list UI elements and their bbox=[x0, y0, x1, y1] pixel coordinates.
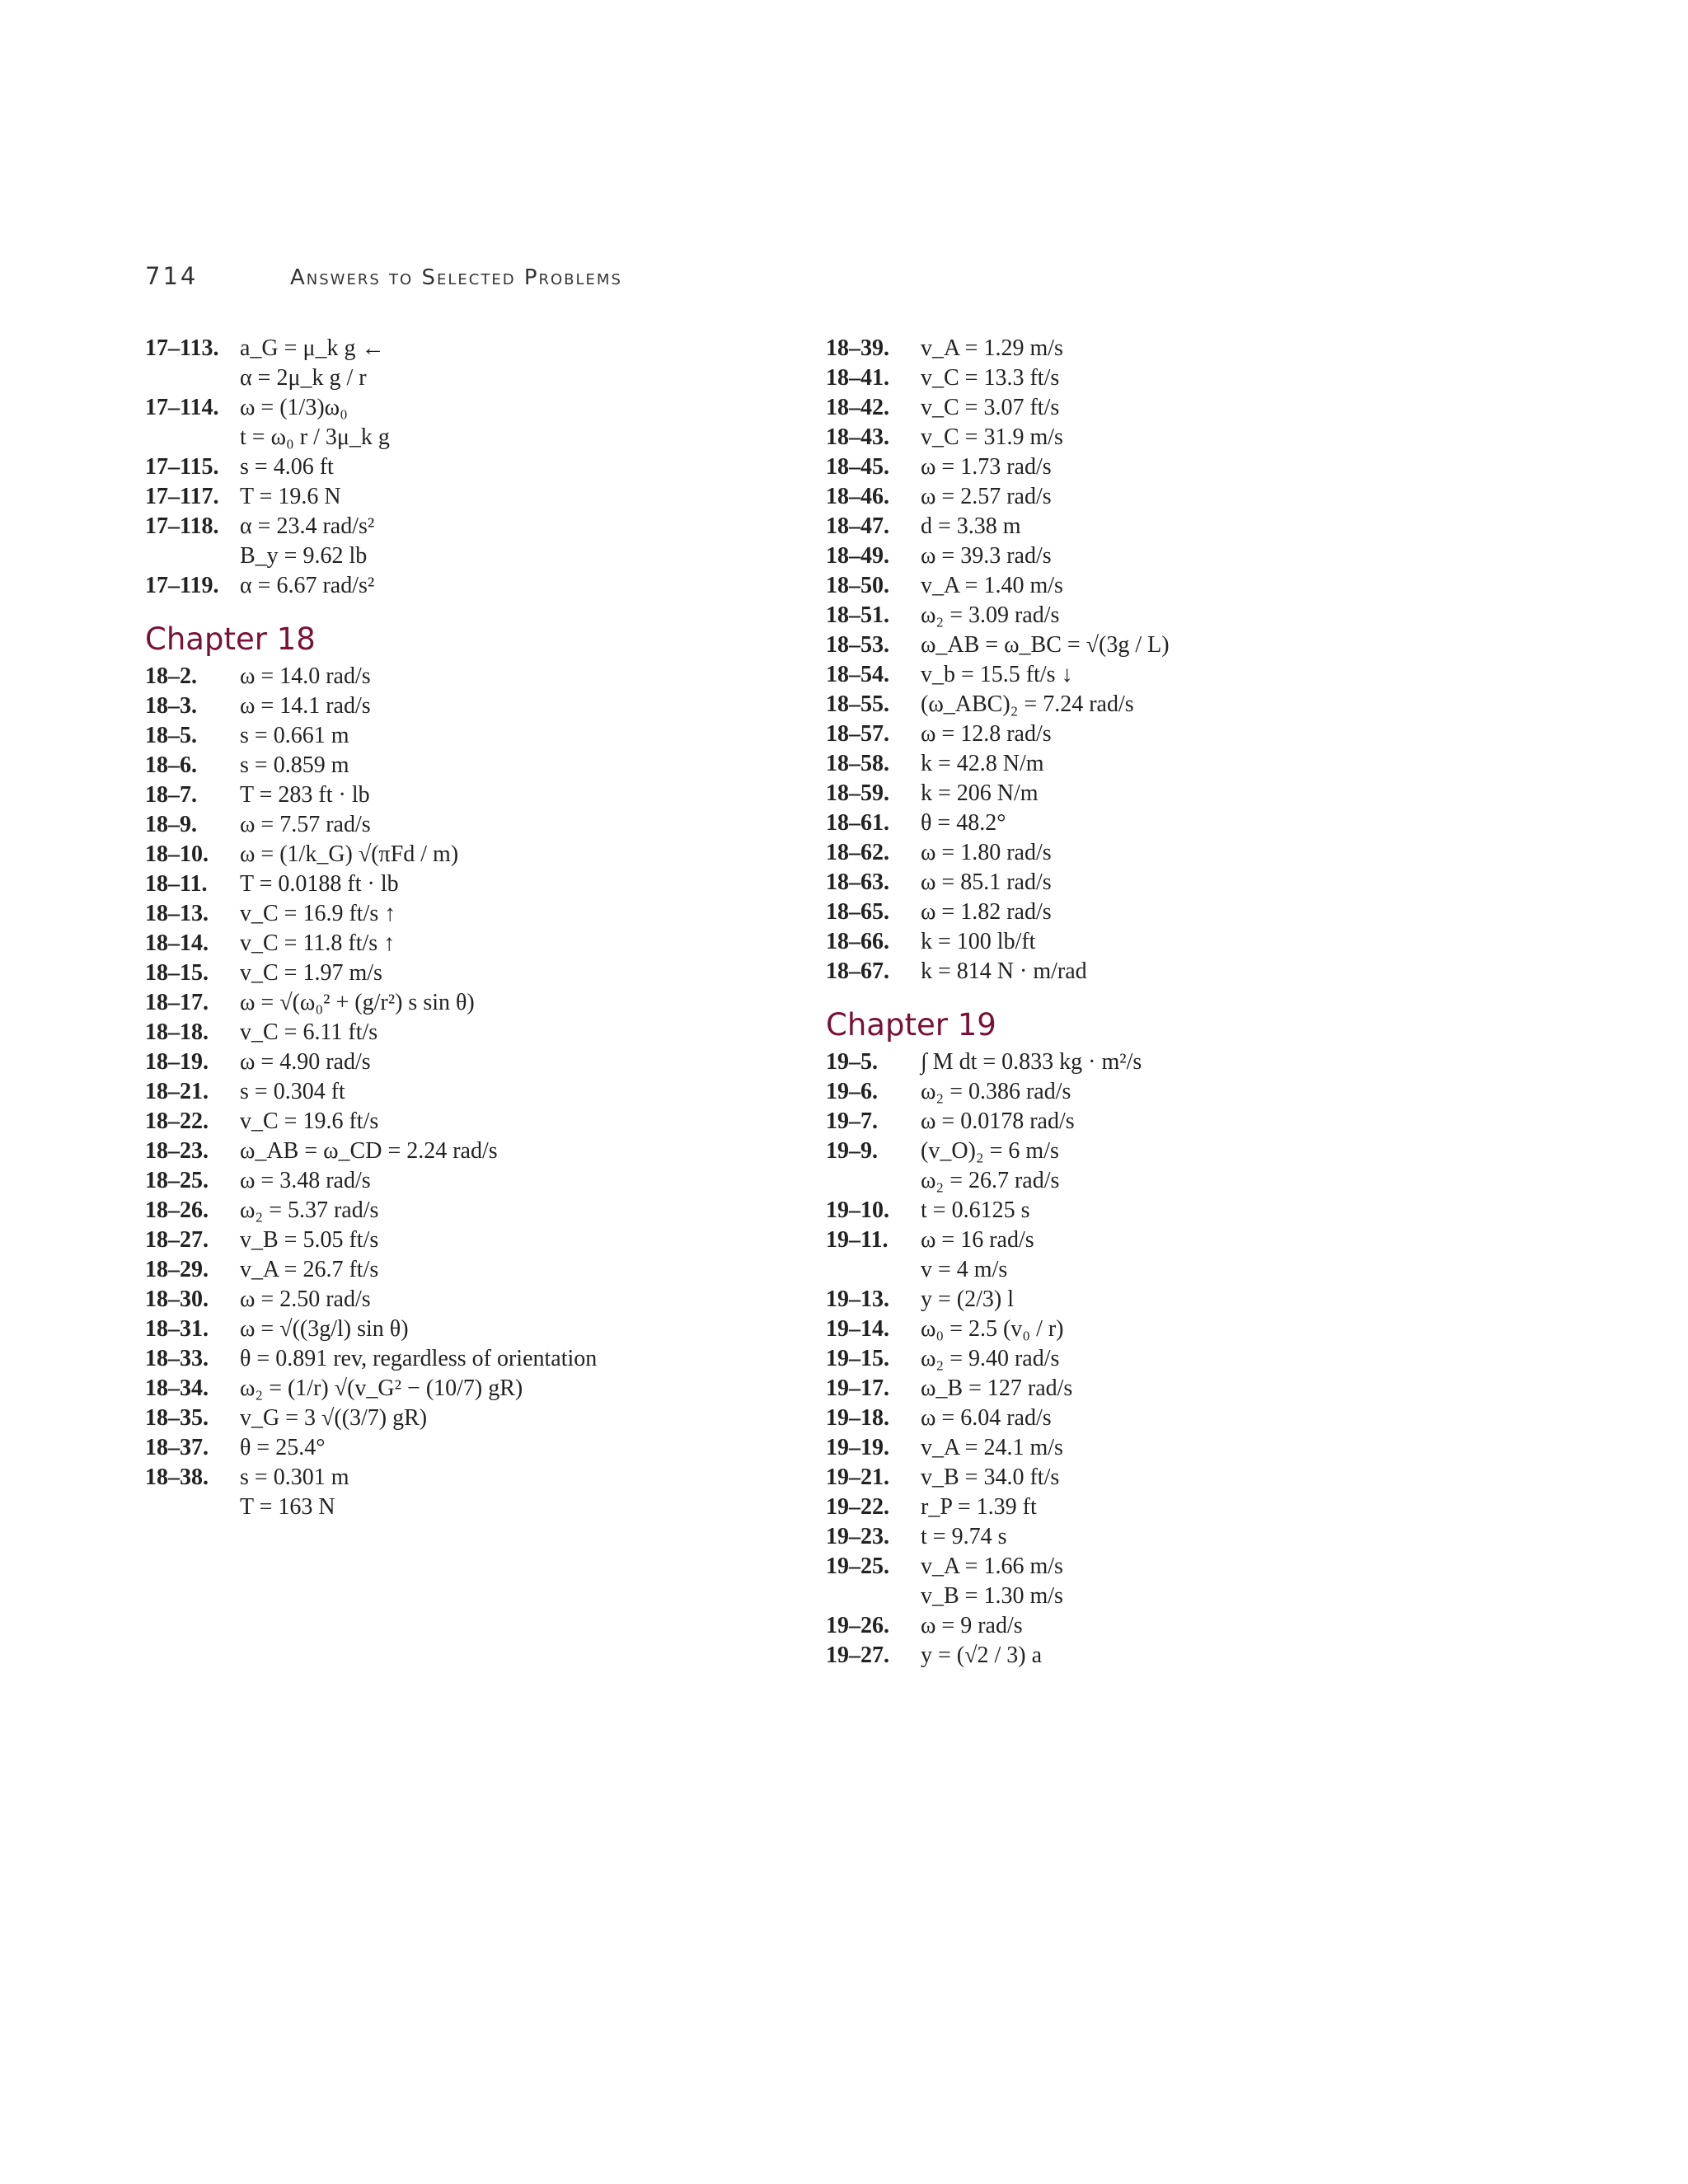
answer-entry bbox=[826, 1077, 1568, 1107]
answer-entry bbox=[826, 363, 1568, 393]
answer-value: ω = (1/3)ω₀ bbox=[240, 395, 348, 420]
answer-entry bbox=[145, 1077, 804, 1107]
answer-entry bbox=[145, 1344, 804, 1374]
answer-entry bbox=[145, 780, 804, 810]
answer-entry bbox=[145, 1226, 804, 1255]
answer-entry bbox=[145, 810, 804, 840]
answer-entry bbox=[826, 601, 1568, 630]
answer-value: r_P = 1.39 ft bbox=[921, 1494, 1037, 1520]
problem-number: 18–62. bbox=[826, 840, 889, 865]
answer-value: ω₀ = 2.5 (v₀ / r) bbox=[921, 1316, 1064, 1342]
answer-entry bbox=[826, 1404, 1568, 1433]
answer-value: ω = 2.50 rad/s bbox=[240, 1286, 371, 1312]
answer-value: θ = 0.891 rev, regardless of orientation bbox=[240, 1346, 598, 1371]
answer-value: v_C = 11.8 ft/s ↑ bbox=[240, 930, 396, 956]
answer-value: y = (√2 / 3) a bbox=[921, 1643, 1043, 1668]
problem-number: 17–114. bbox=[145, 395, 219, 420]
problem-number: 18–65. bbox=[826, 899, 889, 925]
answer-entry bbox=[145, 482, 804, 512]
problem-number: 18–66. bbox=[826, 929, 889, 954]
problem-number: 18–3. bbox=[145, 693, 197, 719]
problem-number: 19–17. bbox=[826, 1376, 889, 1401]
answer-value: α = 23.4 rad/s² bbox=[240, 513, 375, 539]
answer-value: ω = √((3g/l) sin θ) bbox=[240, 1316, 409, 1342]
answer-entry bbox=[145, 1018, 804, 1047]
answer-entry bbox=[826, 957, 1568, 987]
answer-value: s = 0.661 m bbox=[240, 723, 349, 748]
problem-number: 19–23. bbox=[826, 1524, 889, 1549]
running-title: Answers to Selected Problems bbox=[290, 265, 622, 290]
problem-number: 18–57. bbox=[826, 721, 889, 747]
answer-value: k = 100 lb/ft bbox=[921, 929, 1036, 954]
problem-number: 18–7. bbox=[145, 782, 197, 808]
answer-entry bbox=[145, 1166, 804, 1196]
answer-entry bbox=[826, 660, 1568, 690]
problem-number: 18–17. bbox=[145, 990, 209, 1015]
answer-value: ω = 6.04 rad/s bbox=[921, 1405, 1052, 1431]
answer-value: k = 206 N/m bbox=[921, 780, 1039, 806]
answer-value: ω = 14.0 rad/s bbox=[240, 663, 371, 689]
answer-value: ω = √(ω₀² + (g/r²) s sin θ) bbox=[240, 990, 475, 1015]
answer-entry bbox=[826, 1493, 1568, 1522]
problem-number: 18–10. bbox=[145, 841, 209, 867]
problem-number: 18–30. bbox=[145, 1286, 209, 1312]
answer-value: v_A = 1.40 m/s bbox=[921, 573, 1063, 598]
answer-entry bbox=[145, 958, 804, 988]
problem-number: 18–54. bbox=[826, 662, 889, 687]
answer-value: v_A = 1.29 m/s bbox=[921, 335, 1063, 361]
answer-entry bbox=[826, 1285, 1568, 1315]
answer-entry bbox=[826, 1107, 1568, 1137]
answer-entry bbox=[145, 1285, 804, 1315]
answer-value: v = 4 m/s bbox=[921, 1257, 1008, 1282]
answer-entry bbox=[145, 1433, 804, 1463]
answer-entry bbox=[145, 1196, 804, 1226]
answer-value: T = 163 N bbox=[240, 1494, 335, 1520]
answer-value: B_y = 9.62 lb bbox=[240, 543, 368, 569]
answer-value: ω = 1.82 rad/s bbox=[921, 899, 1052, 925]
answer-entry bbox=[145, 691, 804, 721]
problem-number: 19–15. bbox=[826, 1346, 889, 1371]
problem-number: 19–25. bbox=[826, 1554, 889, 1579]
answer-entry bbox=[826, 482, 1568, 512]
answer-value: v_B = 34.0 ft/s bbox=[921, 1465, 1060, 1490]
answer-entry bbox=[826, 1315, 1568, 1344]
problem-number: 19–27. bbox=[826, 1643, 889, 1668]
answer-value: v_B = 5.05 ft/s bbox=[240, 1227, 379, 1253]
answer-entry bbox=[145, 840, 804, 869]
answer-entry bbox=[826, 1463, 1568, 1493]
answer-entry bbox=[826, 1522, 1568, 1552]
problem-number: 18–9. bbox=[145, 812, 197, 837]
answer-value: ω = 39.3 rad/s bbox=[921, 543, 1052, 569]
answer-value: v_A = 24.1 m/s bbox=[921, 1435, 1063, 1460]
answer-value: (v_O)₂ = 6 m/s bbox=[921, 1138, 1059, 1164]
answer-entry bbox=[826, 749, 1568, 779]
answer-entry bbox=[826, 868, 1568, 898]
answer-value: s = 0.304 ft bbox=[240, 1079, 345, 1104]
problem-number: 19–13. bbox=[826, 1286, 889, 1312]
answer-entry bbox=[145, 571, 804, 601]
answer-entry bbox=[826, 423, 1568, 452]
page-number: 714 bbox=[145, 262, 199, 290]
problem-number: 17–113. bbox=[145, 335, 219, 361]
answer-value: ω₂ = 0.386 rad/s bbox=[921, 1079, 1071, 1104]
answer-value: t = 0.6125 s bbox=[921, 1197, 1030, 1223]
answer-value: ω = 9 rad/s bbox=[921, 1613, 1023, 1638]
answer-value: ω = (1/k_G) √(πFd / m) bbox=[240, 841, 459, 867]
problem-number: 19–26. bbox=[826, 1613, 889, 1638]
problem-number: 18–29. bbox=[145, 1257, 209, 1282]
answer-value: v_C = 6.11 ft/s bbox=[240, 1019, 378, 1045]
problem-number: 19–22. bbox=[826, 1494, 889, 1520]
problem-number: 18–49. bbox=[826, 543, 889, 569]
answer-value: (ω_ABC)₂ = 7.24 rad/s bbox=[921, 691, 1134, 717]
problem-number: 18–6. bbox=[145, 752, 197, 778]
answer-value: T = 283 ft · lb bbox=[240, 782, 370, 808]
problem-number: 19–9. bbox=[826, 1138, 878, 1164]
problem-number: 19–5. bbox=[826, 1049, 878, 1075]
answer-value: ω = 85.1 rad/s bbox=[921, 869, 1052, 895]
answer-value: t = ω₀ r / 3μ_k g bbox=[240, 424, 390, 450]
problem-number: 17–119. bbox=[145, 573, 219, 598]
problem-number: 19–14. bbox=[826, 1316, 889, 1342]
problem-number: 18–63. bbox=[826, 869, 889, 895]
answer-value: v_G = 3 √((3/7) gR) bbox=[240, 1405, 428, 1431]
problem-number: 18–41. bbox=[826, 365, 889, 391]
problem-number: 18–26. bbox=[145, 1197, 209, 1223]
answer-value: k = 42.8 N/m bbox=[921, 751, 1044, 776]
answer-value: v_C = 19.6 ft/s bbox=[240, 1108, 379, 1134]
problem-number: 19–6. bbox=[826, 1079, 878, 1104]
answer-value: v_A = 26.7 ft/s bbox=[240, 1257, 379, 1282]
problem-number: 19–19. bbox=[826, 1435, 889, 1460]
answer-entry bbox=[826, 1047, 1568, 1077]
answer-value: θ = 48.2° bbox=[921, 810, 1006, 836]
problem-number: 18–46. bbox=[826, 484, 889, 509]
problem-number: 18–23. bbox=[145, 1138, 209, 1164]
answer-entry bbox=[145, 869, 804, 899]
problem-number: 18–19. bbox=[145, 1049, 209, 1075]
problem-number: 19–11. bbox=[826, 1227, 889, 1253]
problem-number: 18–35. bbox=[145, 1405, 209, 1431]
problem-number: 18–55. bbox=[826, 691, 889, 717]
answer-value: ω = 3.48 rad/s bbox=[240, 1168, 371, 1193]
problem-number: 18–34. bbox=[145, 1376, 209, 1401]
answer-value: v_C = 1.97 m/s bbox=[240, 960, 382, 986]
answer-value: ω = 1.80 rad/s bbox=[921, 840, 1052, 865]
answer-entry bbox=[145, 662, 804, 691]
answer-entry bbox=[826, 779, 1568, 808]
answer-entry bbox=[145, 929, 804, 958]
answer-entry bbox=[145, 1315, 804, 1344]
answer-value: v_b = 15.5 ft/s ↓ bbox=[921, 662, 1073, 687]
answer-entry bbox=[826, 690, 1568, 719]
left-column bbox=[145, 334, 804, 1522]
answer-entry bbox=[145, 512, 804, 571]
problem-number: 18–2. bbox=[145, 663, 197, 689]
answer-value: ω₂ = 9.40 rad/s bbox=[921, 1346, 1060, 1371]
answer-value: v_B = 1.30 m/s bbox=[921, 1583, 1063, 1609]
page-header bbox=[145, 262, 1546, 295]
answer-value: ω = 0.0178 rad/s bbox=[921, 1108, 1075, 1134]
answer-entry bbox=[826, 1552, 1568, 1611]
answer-value: k = 814 N · m/rad bbox=[921, 958, 1087, 984]
answer-entry bbox=[145, 988, 804, 1018]
problem-number: 18–42. bbox=[826, 395, 889, 420]
problem-number: 18–15. bbox=[145, 960, 209, 986]
answer-value: v_C = 31.9 m/s bbox=[921, 424, 1063, 450]
answer-value: ω_B = 127 rad/s bbox=[921, 1376, 1073, 1401]
answer-value: ω = 7.57 rad/s bbox=[240, 812, 371, 837]
problem-number: 19–21. bbox=[826, 1465, 889, 1490]
answer-entry bbox=[826, 1611, 1568, 1641]
problem-number: 18–47. bbox=[826, 513, 889, 539]
answer-entry bbox=[145, 721, 804, 751]
answer-entry bbox=[145, 1137, 804, 1166]
problem-number: 18–14. bbox=[145, 930, 209, 956]
answer-entry bbox=[145, 452, 804, 482]
answer-value: ω₂ = 26.7 rad/s bbox=[921, 1168, 1060, 1193]
answer-entry bbox=[826, 452, 1568, 482]
answer-entry bbox=[826, 838, 1568, 868]
problem-number: 19–18. bbox=[826, 1405, 889, 1431]
problem-number: 17–115. bbox=[145, 454, 219, 480]
answer-entry bbox=[826, 571, 1568, 601]
answer-value: ω₂ = 5.37 rad/s bbox=[240, 1197, 379, 1223]
answer-entry bbox=[145, 1107, 804, 1137]
answer-entry bbox=[826, 898, 1568, 927]
answer-entry bbox=[145, 1047, 804, 1077]
answer-entry bbox=[826, 1137, 1568, 1196]
problem-number: 18–51. bbox=[826, 602, 889, 628]
answer-entry bbox=[826, 1196, 1568, 1226]
chapter-heading: Chapter 19 bbox=[826, 1007, 996, 1043]
answer-value: ω = 12.8 rad/s bbox=[921, 721, 1052, 747]
answer-value: ω = 14.1 rad/s bbox=[240, 693, 371, 719]
problem-number: 18–53. bbox=[826, 632, 889, 658]
problem-number: 19–7. bbox=[826, 1108, 878, 1134]
answer-value: ω_AB = ω_BC = √(3g / L) bbox=[921, 632, 1170, 658]
answer-entry bbox=[145, 751, 804, 780]
problem-number: 18–33. bbox=[145, 1346, 209, 1371]
answer-entry bbox=[826, 927, 1568, 957]
problem-number: 18–18. bbox=[145, 1019, 209, 1045]
answer-value: ω₂ = 3.09 rad/s bbox=[921, 602, 1060, 628]
answer-entry bbox=[826, 334, 1568, 363]
answer-value: v_A = 1.66 m/s bbox=[921, 1554, 1063, 1579]
answer-entry bbox=[826, 719, 1568, 749]
problem-number: 18–50. bbox=[826, 573, 889, 598]
problem-number: 18–58. bbox=[826, 751, 889, 776]
answer-entry bbox=[145, 1255, 804, 1285]
answer-entry bbox=[826, 393, 1568, 423]
answer-value: ω₂ = (1/r) √(v_G² − (10/7) gR) bbox=[240, 1376, 523, 1401]
answer-entry bbox=[145, 1374, 804, 1404]
answer-value: s = 4.06 ft bbox=[240, 454, 334, 480]
answer-value: y = (2/3) l bbox=[921, 1286, 1014, 1312]
answer-value: s = 0.859 m bbox=[240, 752, 349, 778]
answer-entry bbox=[826, 1433, 1568, 1463]
problem-number: 18–37. bbox=[145, 1435, 209, 1460]
answer-entry bbox=[826, 808, 1568, 838]
answer-value: T = 0.0188 ft · lb bbox=[240, 871, 399, 897]
answer-entry bbox=[826, 541, 1568, 571]
answer-value: t = 9.74 s bbox=[921, 1524, 1007, 1549]
answer-value: v_C = 13.3 ft/s bbox=[921, 365, 1060, 391]
answer-value: θ = 25.4° bbox=[240, 1435, 326, 1460]
problem-number: 18–22. bbox=[145, 1108, 209, 1134]
problem-number: 18–13. bbox=[145, 901, 209, 926]
problem-number: 18–67. bbox=[826, 958, 889, 984]
answer-value: ω = 16 rad/s bbox=[921, 1227, 1034, 1253]
answer-value: ω = 4.90 rad/s bbox=[240, 1049, 371, 1075]
answer-entry bbox=[826, 1641, 1568, 1671]
answer-value: α = 6.67 rad/s² bbox=[240, 573, 375, 598]
problem-number: 18–39. bbox=[826, 335, 889, 361]
problem-number: 17–117. bbox=[145, 484, 219, 509]
answer-value: a_G = μ_k g ← bbox=[240, 335, 385, 361]
problem-number: 18–21. bbox=[145, 1079, 209, 1104]
answer-entry bbox=[826, 1374, 1568, 1404]
answer-value: s = 0.301 m bbox=[240, 1465, 349, 1490]
answer-value: ω = 1.73 rad/s bbox=[921, 454, 1052, 480]
problem-number: 19–10. bbox=[826, 1197, 889, 1223]
answer-entry bbox=[826, 1344, 1568, 1374]
right-column bbox=[826, 334, 1568, 1671]
answer-entry bbox=[145, 899, 804, 929]
problem-number: 18–27. bbox=[145, 1227, 209, 1253]
chapter-heading: Chapter 18 bbox=[145, 621, 316, 657]
answer-entry bbox=[145, 1404, 804, 1433]
problem-number: 18–61. bbox=[826, 810, 889, 836]
answer-entry bbox=[145, 1463, 804, 1522]
answer-value: v_C = 16.9 ft/s ↑ bbox=[240, 901, 396, 926]
answer-value: ω = 2.57 rad/s bbox=[921, 484, 1052, 509]
problem-number: 18–31. bbox=[145, 1316, 209, 1342]
answer-value: ω_AB = ω_CD = 2.24 rad/s bbox=[240, 1138, 498, 1164]
answer-entry bbox=[826, 630, 1568, 660]
problem-number: 18–25. bbox=[145, 1168, 209, 1193]
answer-value: d = 3.38 m bbox=[921, 513, 1021, 539]
problem-number: 18–11. bbox=[145, 871, 208, 897]
answer-entry bbox=[145, 393, 804, 452]
answer-value: ∫ M dt = 0.833 kg · m²/s bbox=[921, 1049, 1142, 1075]
answer-value: v_C = 3.07 ft/s bbox=[921, 395, 1060, 420]
answer-entry bbox=[826, 512, 1568, 541]
problem-number: 17–118. bbox=[145, 513, 219, 539]
answer-value: α = 2μ_k g / r bbox=[240, 365, 367, 391]
answer-entry bbox=[826, 1226, 1568, 1285]
problem-number: 18–45. bbox=[826, 454, 889, 480]
problem-number: 18–43. bbox=[826, 424, 889, 450]
answer-entry bbox=[145, 334, 804, 393]
answer-value: T = 19.6 N bbox=[240, 484, 341, 509]
problem-number: 18–59. bbox=[826, 780, 889, 806]
problem-number: 18–5. bbox=[145, 723, 197, 748]
problem-number: 18–38. bbox=[145, 1465, 209, 1490]
